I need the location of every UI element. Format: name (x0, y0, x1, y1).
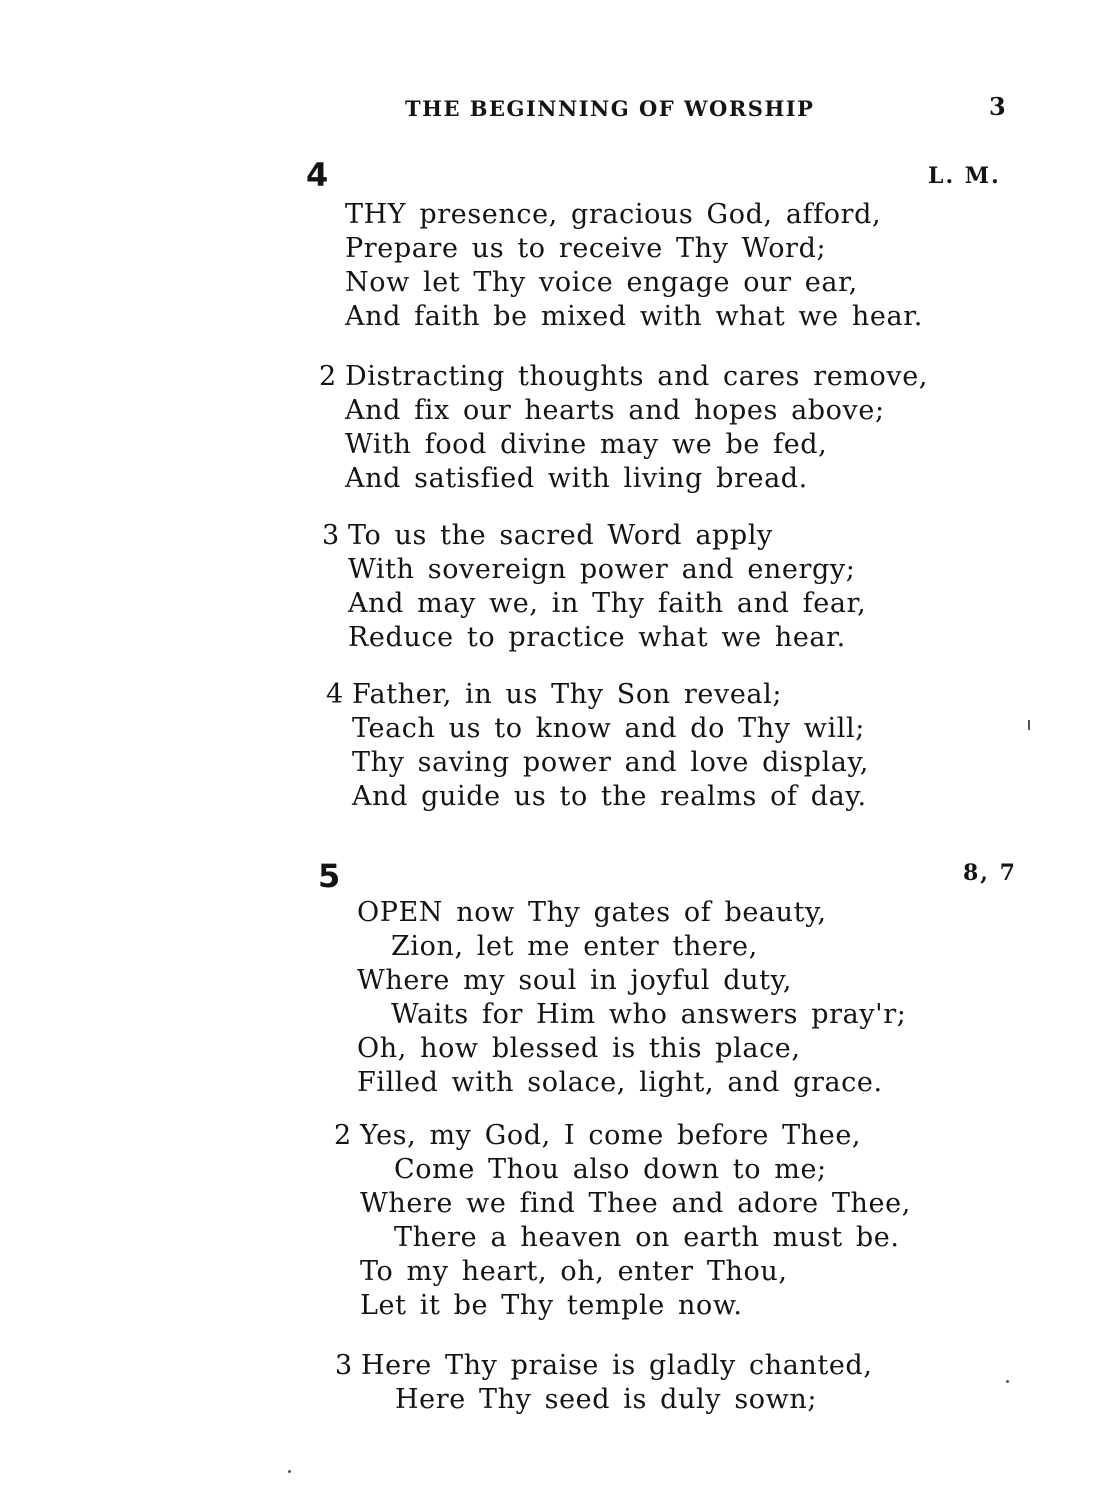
verse-number: 3 (322, 520, 340, 551)
hymn-number: 4 (306, 156, 329, 194)
verse-line: Oh, how blessed is this place, (357, 1033, 801, 1064)
verse-line: Where my soul in joyful duty, (357, 965, 793, 996)
verse-line: And satisfied with living bread. (345, 463, 808, 494)
verse-line: OPEN now Thy gates of beauty, (357, 897, 827, 928)
stanza (322, 519, 867, 655)
verse-line: Here Thy praise is gladly chanted, (361, 1350, 873, 1381)
hymn-meter: 8, 7 (963, 860, 1017, 886)
hymn-meter: L. M. (928, 163, 1001, 189)
verse-line: And guide us to the realms of day. (352, 781, 867, 812)
verse-line: To my heart, oh, enter Thou, (360, 1256, 788, 1287)
page-number: 3 (989, 92, 1006, 121)
verse-line: Here Thy seed is duly sown; (395, 1384, 818, 1415)
verse-line: To us the sacred Word apply (348, 520, 773, 551)
verse-line: And faith be mixed with what we hear. (345, 301, 923, 332)
verse-number: 2 (319, 361, 337, 392)
stanza (345, 198, 923, 334)
verse-line: And may we, in Thy faith and fear, (348, 588, 867, 619)
verse-line: Father, in us Thy Son reveal; (352, 679, 783, 710)
running-head: THE BEGINNING OF WORSHIP (405, 96, 815, 121)
verse-line: Distracting thoughts and cares remove, (345, 361, 928, 392)
verse-line: With food divine may we be fed, (345, 429, 828, 460)
verse-line: Let it be Thy temple now. (360, 1290, 743, 1321)
hymn-number: 5 (318, 857, 341, 895)
verse-line: Come Thou also down to me; (394, 1154, 827, 1185)
stanza (357, 896, 906, 1100)
verse-line: Yes, my God, I come before Thee, (360, 1120, 862, 1151)
verse-line: Teach us to know and do Thy will; (352, 713, 865, 744)
verse-line: Thy saving power and love display, (352, 747, 869, 778)
verse-number: 3 (335, 1350, 353, 1381)
stanza (335, 1349, 873, 1417)
stanza (334, 1119, 911, 1323)
verse-line: And fix our hearts and hopes above; (345, 395, 885, 426)
verse-line: Now let Thy voice engage our ear, (345, 267, 858, 298)
verse-line: Zion, let me enter there, (391, 931, 758, 962)
verse-number: 2 (334, 1120, 352, 1151)
verse-line: Waits for Him who answers pray'r; (391, 999, 907, 1030)
verse-line: Reduce to practice what we hear. (348, 622, 846, 653)
stanza (326, 678, 869, 814)
verse-line: Prepare us to receive Thy Word; (345, 233, 827, 264)
verse-line: Where we find Thee and adore Thee, (360, 1188, 911, 1219)
verse-line: With sovereign power and energy; (348, 554, 856, 585)
verse-line: There a heaven on earth must be. (394, 1222, 900, 1253)
print-speck (288, 1470, 291, 1473)
verse-line: THY presence, gracious God, afford, (345, 199, 882, 230)
verse-number: 4 (326, 679, 344, 710)
verse-line: Filled with solace, light, and grace. (357, 1067, 883, 1098)
print-speck (1006, 1380, 1009, 1383)
stanza (319, 360, 928, 496)
print-speck (1028, 720, 1030, 730)
